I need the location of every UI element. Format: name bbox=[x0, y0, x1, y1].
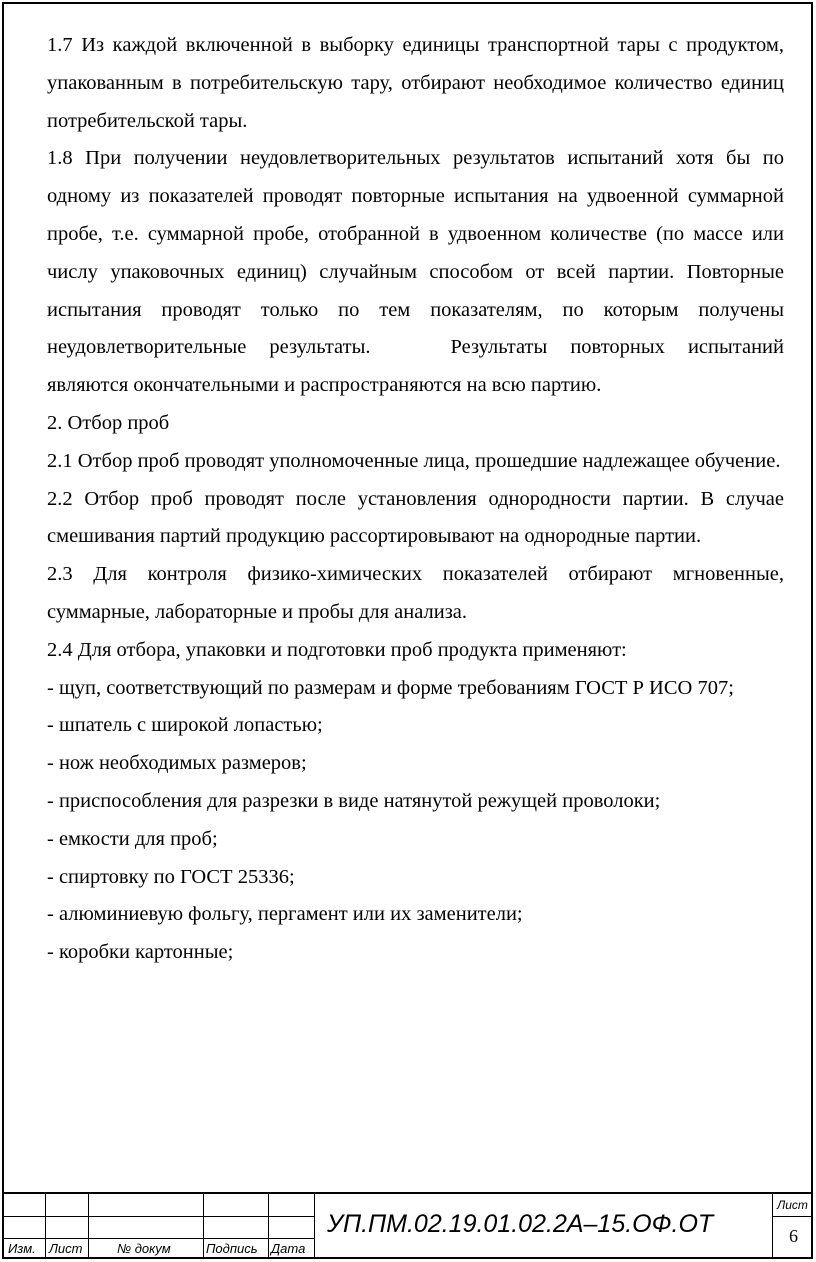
paragraph-1-8 bbox=[47, 140, 784, 405]
list-item: - спиртовку по ГОСТ 25336; bbox=[47, 865, 295, 888]
list-item: - коробки картонные; bbox=[47, 941, 234, 964]
label-date: Дата bbox=[271, 1241, 306, 1256]
title-block-column-line bbox=[45, 1194, 46, 1259]
paragraph-1-8-text: 1.8 При получении неудовлетворительных результатов испытаний хотя бы по одному из показателей проводят повторные испытания на удвоенной суммарной пробе, т.е. суммарной пробе, отобранной в удвоенном количестве (по массе или числу упаковочных единиц) случайным способом от всей партии. Повторные испытания проводят только по тем показателям, по которым получены неудовлетворительные результаты. bbox=[47, 147, 784, 359]
title-block-sheet-line bbox=[772, 1216, 813, 1217]
list-item: - емкости для проб; bbox=[47, 827, 218, 850]
document-code: УП.ПМ.02.19.01.02.2А–15.ОФ.ОТ bbox=[327, 1210, 714, 1238]
list-item: - алюминиевую фольгу, пергамент или их заменители; bbox=[47, 903, 523, 926]
label-signature: Подпись bbox=[206, 1241, 258, 1256]
title-block-column-line bbox=[203, 1194, 204, 1259]
list-item: - нож необходимых размеров; bbox=[47, 752, 307, 775]
title-block-column-line bbox=[88, 1194, 89, 1259]
title-block-column-line bbox=[314, 1194, 315, 1259]
paragraph-2-3: 2.3 Для контроля физико-химических показателей отбирают мгновенные, суммарные, лабораторные и пробы для анализа. bbox=[47, 563, 784, 623]
section-2-heading: 2. Отбор проб bbox=[47, 411, 170, 434]
list-item: - приспособления для разрезки в виде натянутой режущей проволоки; bbox=[47, 789, 661, 812]
paragraph-2-4: 2.4 Для отбора, упаковки и подготовки проб продукта применяют: bbox=[47, 638, 627, 661]
sheet-number: 6 bbox=[789, 1226, 798, 1246]
paragraph-1-7: 1.7 Из каждой включенной в выборку единицы транспортной тары с продуктом, упакованным в потребительскую тару, отбирают необходимое количество единиц потребительской тары. bbox=[47, 34, 784, 132]
list-item: - шпатель с широкой лопастью; bbox=[47, 714, 323, 737]
paragraph-1-8-continued: Результаты повторных испытаний являются окончательными и распространяются на всю партию. bbox=[47, 336, 784, 397]
paragraph-2-1: 2.1 Отбор проб проводят уполномоченные лица, прошедшие надлежащее обучение. bbox=[47, 449, 781, 472]
title-block bbox=[2, 1192, 813, 1259]
label-doc-number: № докум bbox=[117, 1241, 171, 1256]
paragraph-2-2: 2.2 Отбор проб проводят после установления однородности партии. В случае смешивания партий продукцию рассортировывают на однородные партии. bbox=[47, 487, 784, 548]
title-block-column-line bbox=[772, 1194, 773, 1259]
title-block-column-line bbox=[268, 1194, 269, 1259]
sheet-label: Лист bbox=[777, 1198, 808, 1212]
label-list: Лист bbox=[49, 1241, 83, 1256]
label-izm: Изм. bbox=[8, 1241, 36, 1256]
document-body bbox=[47, 27, 784, 972]
list-item: - щуп, соответствующий по размерам и форме требованиям ГОСТ Р ИСО 707; bbox=[47, 676, 734, 699]
